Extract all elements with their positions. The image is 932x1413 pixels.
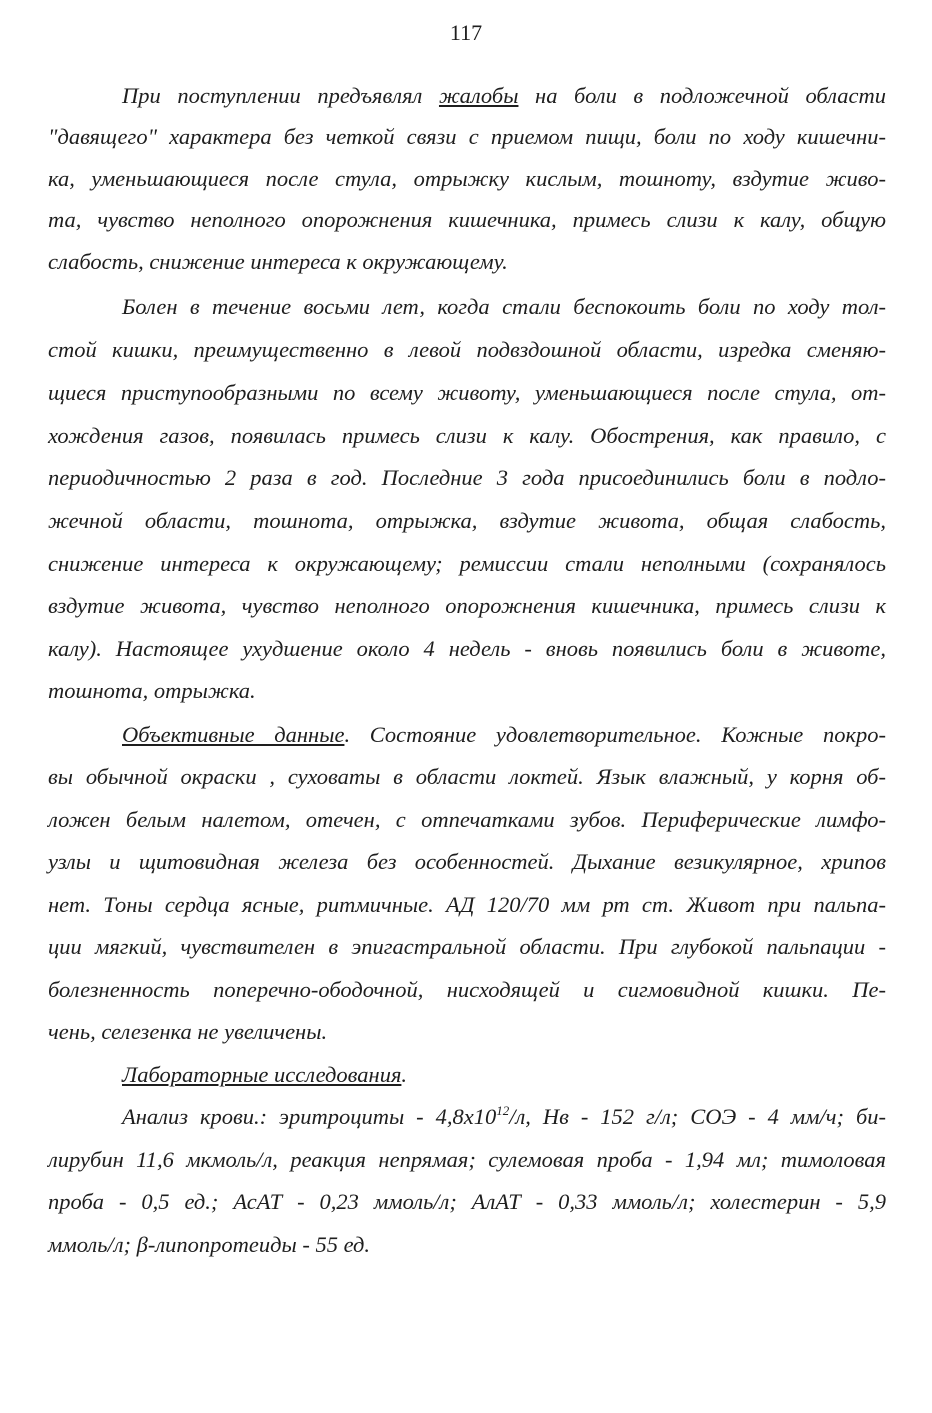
text-line: ции мягкий, чувствителен в эпигастральной области. При глубокой пальпации - (48, 934, 886, 959)
page-number: 117 (449, 20, 483, 45)
text-line: снижение интереса к окружающему; ремиссии стали неполными (сохранялось (48, 551, 886, 576)
text-line: проба - 0,5 ед.; АсАТ - 0,23 ммоль/л; АлАТ - 0,33 ммоль/л; холестерин - 5,9 (48, 1189, 886, 1214)
text-line: слабость, снижение интереса к окружающему. (48, 249, 508, 274)
text-line: ммоль/л; β-липопротеиды - 55 ед. (48, 1232, 371, 1257)
text-line: Анализ крови.: эритроциты - $4,8х10^{12}/л$, Нв - 152 г/л; СОЭ - 4 мм/ч; би- (122, 1103, 887, 1129)
text-line: "давящего" характера без четкой связи с приемом пищи, боли по ходу кишечни- (48, 124, 886, 149)
exponent: 12 (496, 1103, 510, 1118)
text-line: лирубин 11,6 мкмоль/л, реакция непрямая; сулемовая проба - 1,94 мл; тимоловая (48, 1147, 886, 1172)
text-line: болезненность поперечно-ободочной, нисходящей и сигмовидной кишки. Пе- (48, 977, 886, 1002)
text-line: щиеся приступообразными по всему животу, уменьшающиеся после стула, от- (48, 380, 886, 405)
text-line: та, чувство неполного опорожнения кишечника, примесь слизи к калу, общую (48, 207, 886, 232)
text-line: Лабораторные исследования. (122, 1062, 408, 1087)
text-line: хождения газов, появилась примесь слизи к калу. Обострения, как правило, с (48, 423, 886, 448)
text-line: Болен в течение восьми лет, когда стали беспокоить боли по ходу тол- (122, 294, 886, 319)
text-line: Объективные данные. Состояние удовлетворительное. Кожные покро- (122, 722, 887, 747)
lab-studies-heading: Лабораторные исследования (122, 1062, 402, 1087)
text-line: ложен белым налетом, отечен, с отпечатками зубов. Периферические лимфо- (48, 807, 886, 832)
text-line: периодичностью 2 раза в год. Последние 3 года присоединились боли в подло- (48, 465, 886, 490)
text-line: стой кишки, преимущественно в левой подвздошной области, изредка сменяю- (48, 337, 886, 362)
text-line: тошнота, отрыжка. (48, 678, 256, 703)
text-line: ка, уменьшающиеся после стула, отрыжку кислым, тошноту, вздутие живо- (48, 166, 886, 191)
text-line: чень, селезенка не увеличены. (48, 1019, 328, 1044)
text-line: нет. Тоны сердца ясные, ритмичные. АД 120/70 мм рт ст. Живот при пальпа- (48, 892, 886, 917)
complaints-heading: жалобы (438, 83, 519, 108)
text-line: При поступлении предъявлял жалобы на боли в подложечной области (122, 83, 886, 108)
objective-data-heading: Объективные данные (122, 722, 345, 747)
text-line: узлы и щитовидная железа без особенностей. Дыхание везикулярное, хрипов (48, 849, 886, 874)
text-line: вы обычной окраски , суховаты в области локтей. Язык влажный, у корня об- (48, 764, 886, 789)
text-line: вздутие живота, чувство неполного опорожнения кишечника, примесь слизи к (48, 593, 886, 618)
text-line: калу). Настоящее ухудшение около 4 недель - вновь появились боли в животе, (48, 636, 886, 661)
text-line: жечной области, тошнота, отрыжка, вздутие живота, общая слабость, (48, 508, 886, 533)
